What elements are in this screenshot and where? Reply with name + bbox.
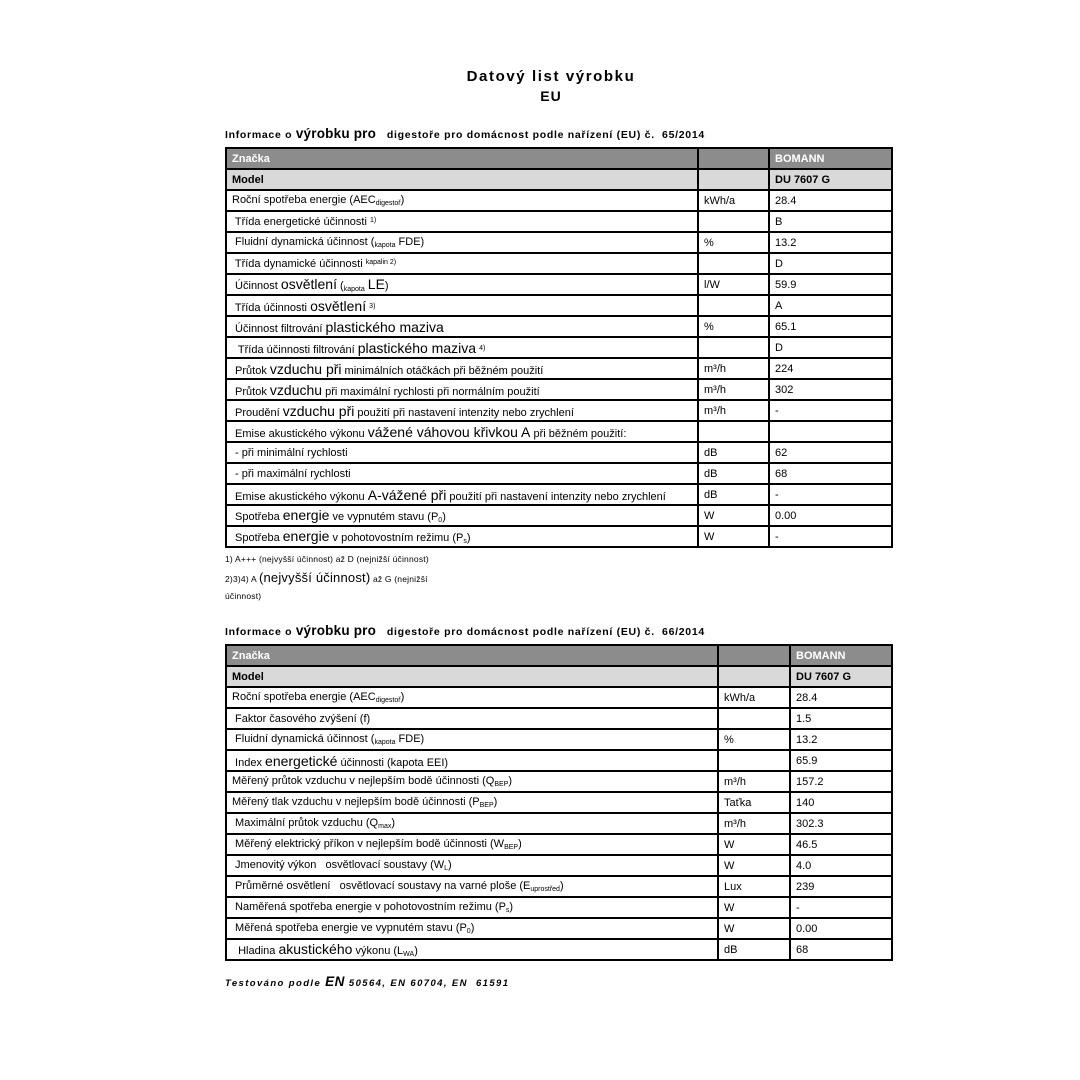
spec-label-cell: Měřená spotřeba energie ve vypnutém stavu (P0)	[226, 918, 718, 939]
unit-cell: W	[718, 918, 790, 939]
table-row	[226, 253, 892, 274]
unit-cell: %	[698, 232, 769, 253]
spec-label-cell: Třída energetické účinnosti $^{1)}$	[226, 211, 698, 232]
value-cell	[769, 421, 892, 442]
regulation-66-2014-table	[225, 644, 893, 961]
document-title: Datový list výrobku	[466, 68, 636, 85]
table-row	[226, 400, 892, 421]
table-row	[226, 463, 892, 484]
unit-cell: Taťka	[718, 792, 790, 813]
model-unit-cell	[718, 666, 790, 687]
table-row	[226, 708, 892, 729]
table-row	[226, 834, 892, 855]
spec-label-cell: Měřený tlak vzduchu v nejlepším bodě účinnosti (PBEP)	[226, 792, 718, 813]
unit-cell: %	[698, 316, 769, 337]
unit-cell	[718, 750, 790, 771]
spec-label-cell: Účinnost filtrování plastického maziva	[226, 316, 698, 337]
value-cell: 1.5	[790, 708, 892, 729]
brand-value-cell: BOMANN	[790, 645, 892, 666]
unit-cell	[718, 708, 790, 729]
model-row	[226, 666, 892, 687]
value-cell: 68	[769, 463, 892, 484]
spec-label-cell: - při maximální rychlosti	[226, 463, 698, 484]
table-row	[226, 484, 892, 505]
value-cell: 140	[790, 792, 892, 813]
table-row	[226, 316, 892, 337]
value-cell: D	[769, 253, 892, 274]
value-cell: 239	[790, 876, 892, 897]
unit-cell: m³/h	[698, 400, 769, 421]
brand-header-cell: Značka	[226, 645, 718, 666]
table-row	[226, 750, 892, 771]
value-cell: -	[769, 400, 892, 421]
value-cell: 13.2	[769, 232, 892, 253]
table-row	[226, 274, 892, 295]
document-page	[225, 68, 877, 989]
table-row	[226, 421, 892, 442]
value-cell: 13.2	[790, 729, 892, 750]
spec-label-cell: Jmenovitý výkon osvětlovací soustavy (WL)	[226, 855, 718, 876]
unit-cell: dB	[698, 484, 769, 505]
unit-cell: m³/h	[718, 813, 790, 834]
brand-header-cell: Značka	[226, 148, 698, 169]
footnote-2: 2)3)4) A (nejvyšší účinnost) až G (nejnižší	[225, 570, 428, 585]
value-cell: -	[769, 484, 892, 505]
table-row	[226, 526, 892, 547]
unit-cell	[698, 295, 769, 316]
unit-cell	[698, 421, 769, 442]
value-cell: 0.00	[769, 505, 892, 526]
table-row	[226, 918, 892, 939]
value-cell: 59.9	[769, 274, 892, 295]
value-cell: 224	[769, 358, 892, 379]
regulation-65-2014-table	[225, 147, 893, 548]
spec-label-cell: Třída účinnosti osvětlení $^{3)}$	[226, 295, 698, 316]
spec-label-cell: Emise akustického výkonu A-vážené při použití při nastavení intenzity nebo zrychlení	[226, 484, 698, 505]
model-row	[226, 169, 892, 190]
unit-cell: kWh/a	[698, 190, 769, 211]
value-cell: 62	[769, 442, 892, 463]
table-row	[226, 295, 892, 316]
spec-label-cell: Fluidní dynamická účinnost (kapota FDE)	[226, 232, 698, 253]
table-row	[226, 771, 892, 792]
spec-label-cell: Měřený průtok vzduchu v nejlepším bodě účinnosti (QBEP)	[226, 771, 718, 792]
value-cell: B	[769, 211, 892, 232]
unit-cell	[698, 337, 769, 358]
unit-cell: l/W	[698, 274, 769, 295]
value-cell: -	[769, 526, 892, 547]
table-row	[226, 379, 892, 400]
value-cell: 65.9	[790, 750, 892, 771]
table-row	[226, 939, 892, 960]
value-cell: 157.2	[790, 771, 892, 792]
unit-cell	[698, 211, 769, 232]
spec-label-cell: Index energetické účinnosti (kapota EEI)	[226, 750, 718, 771]
value-cell: A	[769, 295, 892, 316]
spec-label-cell: Maximální průtok vzduchu (Qmax)	[226, 813, 718, 834]
tested-according-to-note: Testováno podle EN 50564, EN 60704, EN 61591	[225, 974, 510, 989]
model-label-cell: Model	[226, 169, 698, 190]
table-row	[226, 505, 892, 526]
unit-cell: W	[698, 526, 769, 547]
section2-heading: Informace o výrobku pro digestoře pro domácnost podle nařízení (EU) č. 66/2014	[225, 623, 705, 638]
unit-header-cell	[718, 645, 790, 666]
spec-label-cell: Hladina akustického výkonu (LWA)	[226, 939, 718, 960]
spec-label-cell: Měřený elektrický příkon v nejlepším bodě účinnosti (WBEP)	[226, 834, 718, 855]
table-row	[226, 442, 892, 463]
value-cell: -	[790, 897, 892, 918]
spec-label-cell: Fluidní dynamická účinnost (kapota FDE)	[226, 729, 718, 750]
spec-label-cell: Proudění vzduchu při použití při nastavení intenzity nebo zrychlení	[226, 400, 698, 421]
spec-label-cell: Roční spotřeba energie (AECdigestoř)	[226, 687, 718, 708]
value-cell: 68	[790, 939, 892, 960]
unit-cell: m³/h	[698, 358, 769, 379]
spec-label-cell: Průtok vzduchu při maximální rychlosti při normálním použití	[226, 379, 698, 400]
document-subtitle-eu: EU	[540, 88, 562, 104]
table-row	[226, 855, 892, 876]
table-row	[226, 897, 892, 918]
table-row	[226, 232, 892, 253]
unit-cell: m³/h	[698, 379, 769, 400]
unit-cell: dB	[718, 939, 790, 960]
value-cell: D	[769, 337, 892, 358]
model-unit-cell	[698, 169, 769, 190]
value-cell: 4.0	[790, 855, 892, 876]
unit-cell: W	[718, 855, 790, 876]
value-cell: 28.4	[790, 687, 892, 708]
table-header-row	[226, 148, 892, 169]
unit-cell: Lux	[718, 876, 790, 897]
table-row	[226, 211, 892, 232]
spec-label-cell: Třída dynamické účinnosti $^{kapalin 2)}$	[226, 253, 698, 274]
spec-label-cell: Spotřeba energie v pohotovostním režimu (Ps)	[226, 526, 698, 547]
footnote-1: 1) A+++ (nejvyšší účinnost) až D (nejnižší účinnost)	[225, 554, 429, 564]
table-row	[226, 792, 892, 813]
table-header-row	[226, 645, 892, 666]
unit-cell: dB	[698, 442, 769, 463]
model-value-cell: DU 7607 G	[769, 169, 892, 190]
value-cell: 46.5	[790, 834, 892, 855]
spec-label-cell: Účinnost osvětlení (kapota LE)	[226, 274, 698, 295]
value-cell: 302.3	[790, 813, 892, 834]
table-row	[226, 190, 892, 211]
spec-label-cell: Faktor časového zvýšení (f)	[226, 708, 718, 729]
table-row	[226, 337, 892, 358]
unit-cell: W	[698, 505, 769, 526]
spec-label-cell: Spotřeba energie ve vypnutém stavu (P0)	[226, 505, 698, 526]
spec-label-cell: Průměrné osvětlení osvětlovací soustavy na varné ploše (Euprostřed)	[226, 876, 718, 897]
table-row	[226, 876, 892, 897]
unit-cell: W	[718, 834, 790, 855]
spec-label-cell: Třída účinnosti filtrování plastického maziva $^{4)}$	[226, 337, 698, 358]
unit-cell: %	[718, 729, 790, 750]
spec-label-cell: - při minimální rychlosti	[226, 442, 698, 463]
value-cell: 0.00	[790, 918, 892, 939]
model-label-cell: Model	[226, 666, 718, 687]
value-cell: 302	[769, 379, 892, 400]
table-body	[226, 148, 892, 547]
unit-cell: m³/h	[718, 771, 790, 792]
value-cell: 65.1	[769, 316, 892, 337]
unit-cell: dB	[698, 463, 769, 484]
table-row	[226, 358, 892, 379]
table-body	[226, 645, 892, 960]
unit-cell	[698, 253, 769, 274]
unit-header-cell	[698, 148, 769, 169]
unit-cell: W	[718, 897, 790, 918]
unit-cell: kWh/a	[718, 687, 790, 708]
table-row	[226, 687, 892, 708]
table-row	[226, 813, 892, 834]
spec-label-cell: Naměřená spotřeba energie v pohotovostním režimu (Ps)	[226, 897, 718, 918]
section1-heading: Informace o výrobku pro digestoře pro domácnost podle nařízení (EU) č. 65/2014	[225, 126, 705, 141]
spec-label-cell: Roční spotřeba energie (AECdigestoř)	[226, 190, 698, 211]
footnote-3: účinnost)	[225, 591, 262, 601]
brand-value-cell: BOMANN	[769, 148, 892, 169]
spec-label-cell: Průtok vzduchu při minimálních otáčkách při běžném použití	[226, 358, 698, 379]
value-cell: 28.4	[769, 190, 892, 211]
table-row	[226, 729, 892, 750]
model-value-cell: DU 7607 G	[790, 666, 892, 687]
spec-label-cell: Emise akustického výkonu vážené váhovou křivkou A při běžném použití:	[226, 421, 698, 442]
